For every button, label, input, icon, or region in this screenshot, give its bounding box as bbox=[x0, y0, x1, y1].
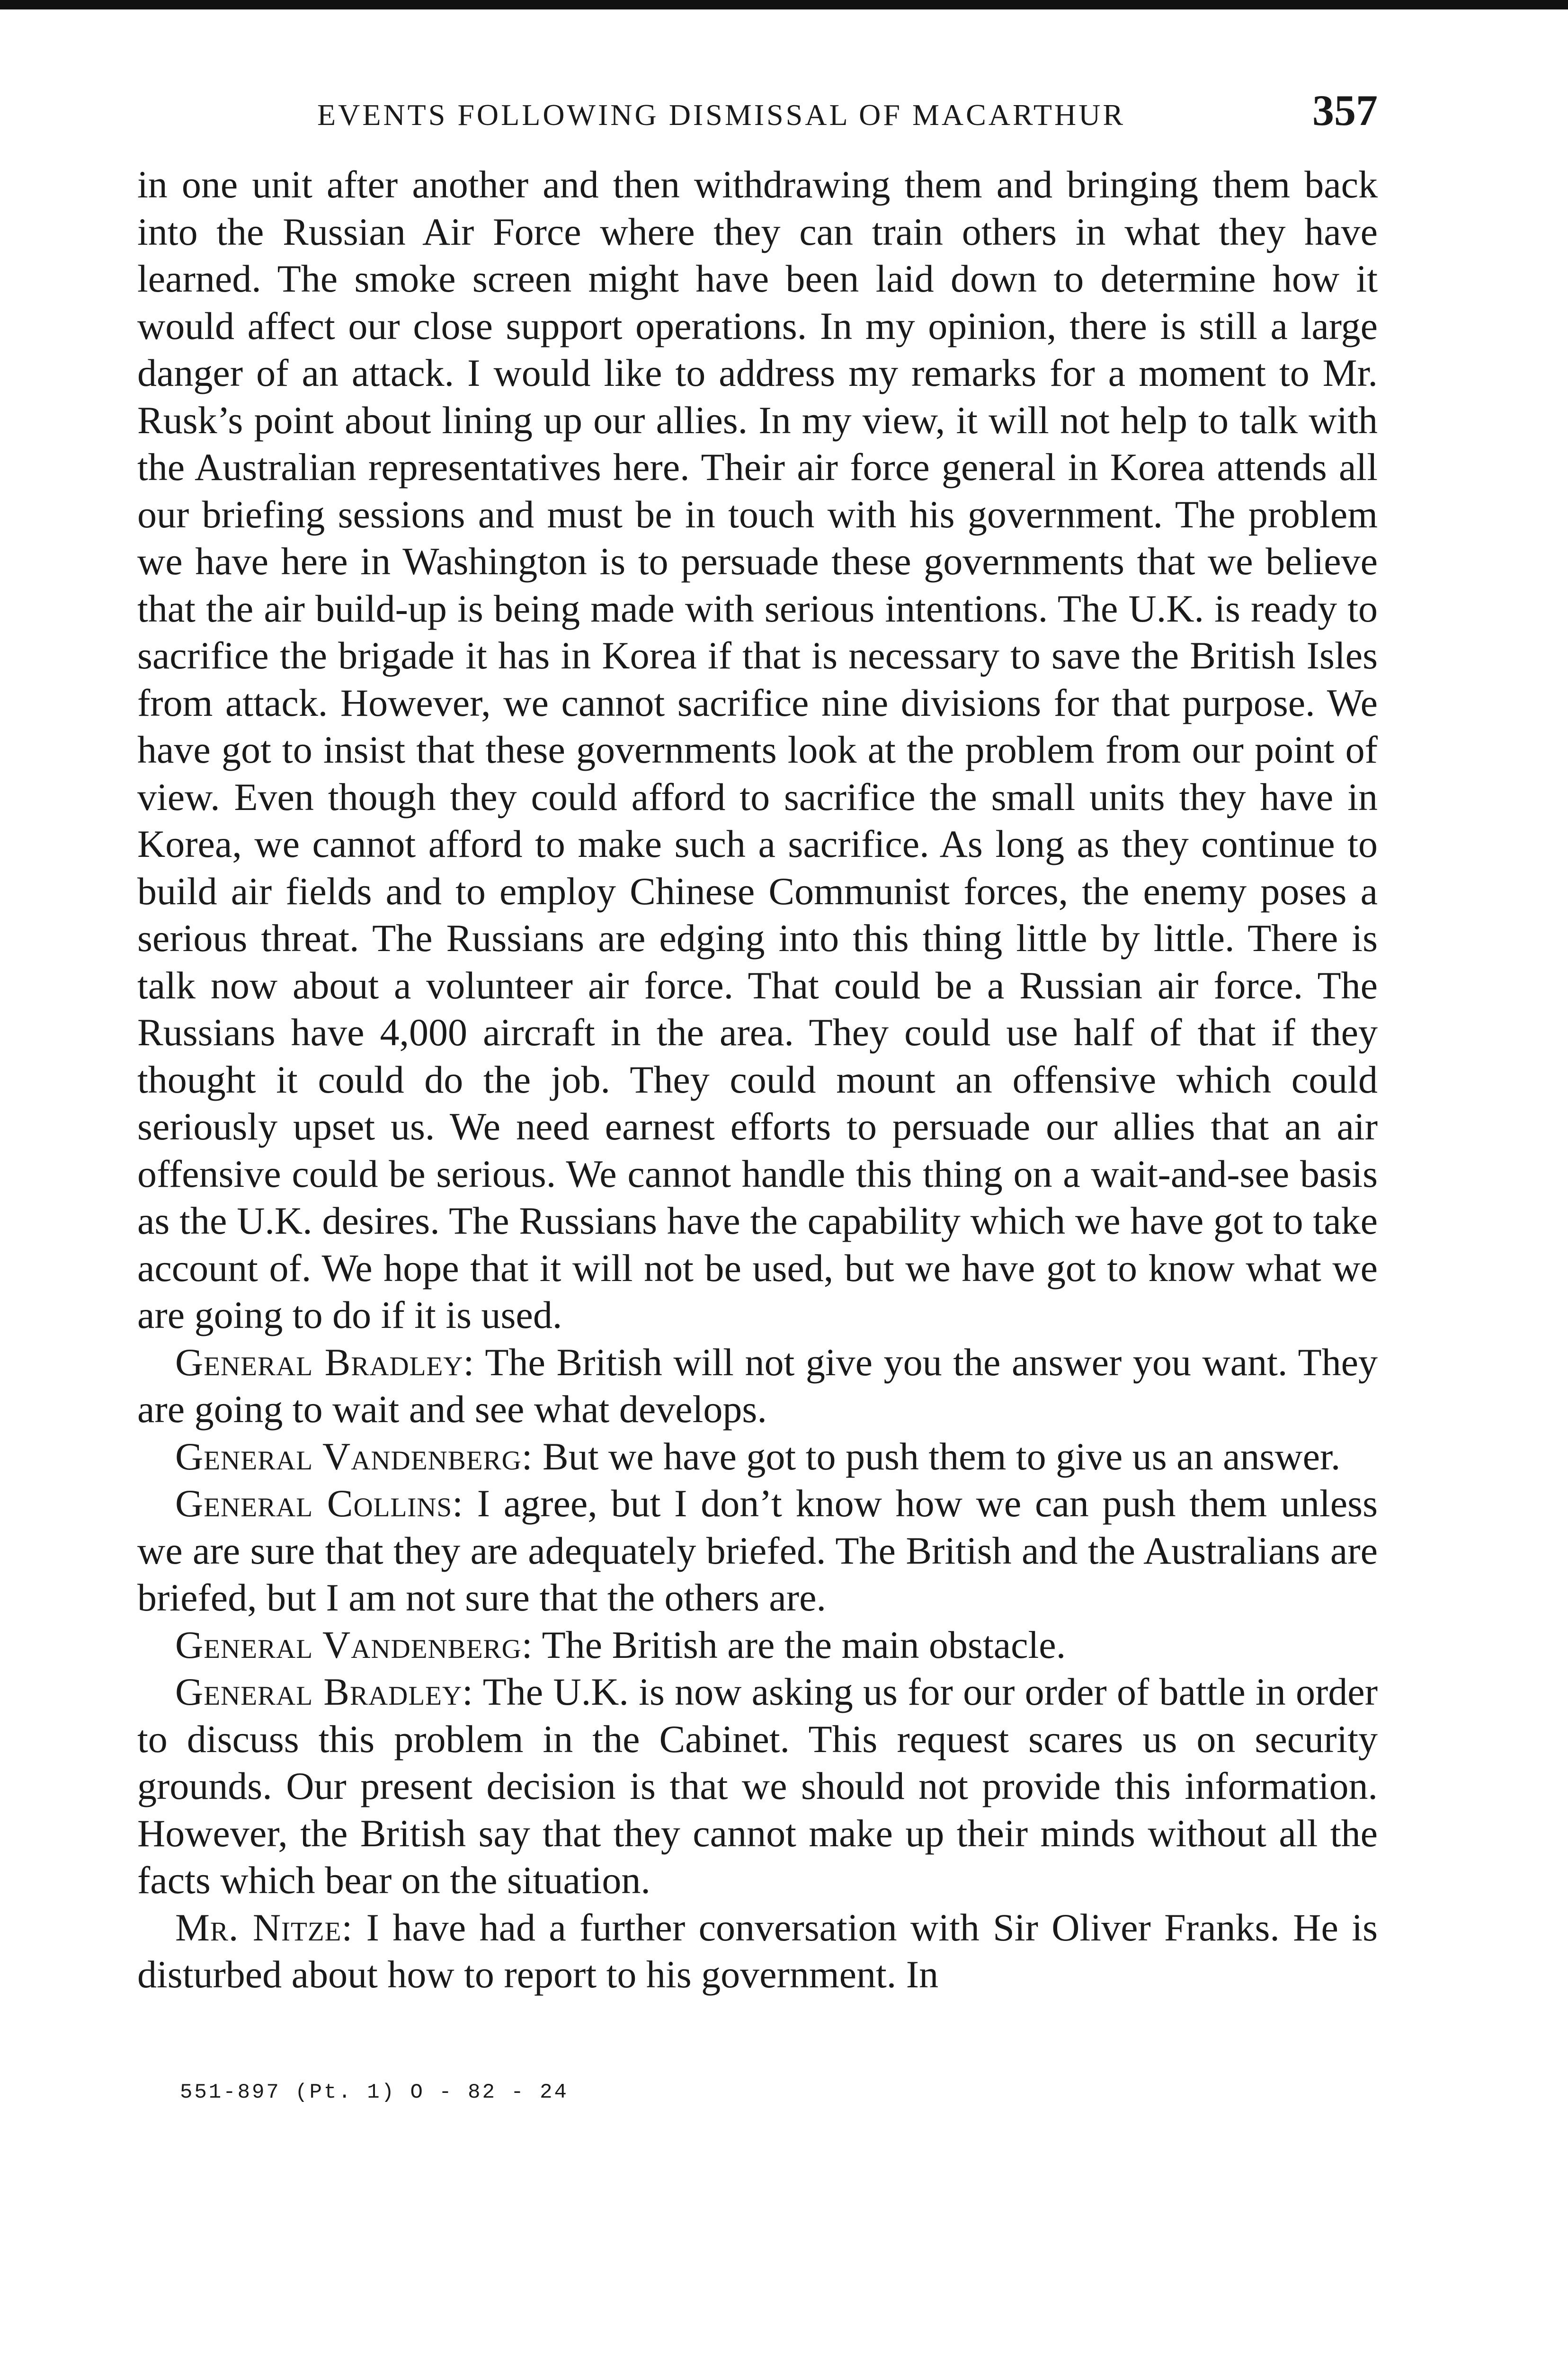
speaker-label: General Vandenberg: bbox=[175, 1623, 533, 1666]
speech-text: The U.K. is now asking us for our order of battle in order to discuss this problem in the Cabinet. This request scares us on security grounds. Our present decision is that we should not provide this information. However, the British say that they cannot make up their minds without all the facts which bear on the situation. bbox=[137, 1670, 1378, 1902]
speech-text: I agree, but I don’t know how we can push them unless we are sure that they are adequately briefed. The British and the Australians are briefed, but I am not sure that the others are. bbox=[137, 1482, 1378, 1619]
dialogue-paragraph bbox=[137, 1480, 1378, 1621]
dialogue-paragraph bbox=[137, 1339, 1378, 1433]
speaker-label: General Vandenberg: bbox=[175, 1434, 533, 1478]
dialogue-paragraph bbox=[137, 1621, 1378, 1669]
speech-text: The British will not give you the answer you want. They are going to wait and see what develops. bbox=[137, 1340, 1378, 1431]
dialogue-paragraph bbox=[137, 1668, 1378, 1904]
dialogue-paragraph bbox=[137, 1904, 1378, 1998]
body-text bbox=[137, 161, 1378, 1998]
opening-paragraph: in one unit after another and then withdrawing them and bringing them back into the Russian Air Force where they can train others in what they have learned. The smoke screen might have been laid down to determine how it would affect our close support operations. In my opinion, there is still a large danger of an attack. I would like to address my remarks for a moment to Mr. Rusk’s point about lining up our allies. In my view, it will not help to talk with the Australian representatives here. Their air force general in Korea attends all our briefing sessions and must be in touch with his government. The problem we have here in Washington is to persuade these governments that we believe that the air build-up is being made with serious intentions. The U.K. is ready to sacrifice the brigade it has in Korea if that is necessary to save the British Isles from attack. However, we cannot sacrifice nine divisions for that purpose. We have got to insist that these governments look at the problem from our point of view. Even though they could afford to sacrifice the small units they have in Korea, we cannot afford to make such a sacrifice. As long as they continue to build air fields and to employ Chinese Communist forces, the enemy poses a serious threat. The Russians are edging into this thing little by little. There is talk now about a volunteer air force. That could be a Russian air force. The Russians have 4,000 aircraft in the area. They could use half of that if they thought it could do the job. They could mount an offensive which could seriously upset us. We need earnest efforts to persuade our allies that an air offensive could be serious. We cannot handle this thing on a wait-and-see basis as the U.K. desires. The Russians have the capability which we have got to take account of. We hope that it will not be used, but we have got to know what we are going to do if it is used. bbox=[137, 163, 1378, 1336]
speaker-label: General Collins: bbox=[175, 1482, 463, 1525]
speaker-label: Mr. Nitze: bbox=[175, 1905, 353, 1949]
print-code-footer: 551-897 (Pt. 1) O - 82 - 24 bbox=[180, 2081, 569, 2104]
speaker-label: General Bradley: bbox=[175, 1670, 473, 1713]
speech-text: But we have got to push them to give us an answer. bbox=[543, 1434, 1341, 1478]
speech-text: The British are the main obstacle. bbox=[542, 1623, 1066, 1666]
speaker-label: General Bradley: bbox=[175, 1340, 475, 1384]
page-number: 357 bbox=[1312, 86, 1378, 134]
speech-text: I have had a further conversation with Sir Oliver Franks. He is disturbed about how to report to his government. In bbox=[137, 1905, 1378, 1996]
running-head: EVENTS FOLLOWING DISMISSAL OF MACARTHUR bbox=[317, 98, 1126, 132]
dialogue-paragraph bbox=[137, 1433, 1378, 1480]
page-header bbox=[137, 85, 1378, 137]
top-border-rule bbox=[0, 0, 1568, 9]
